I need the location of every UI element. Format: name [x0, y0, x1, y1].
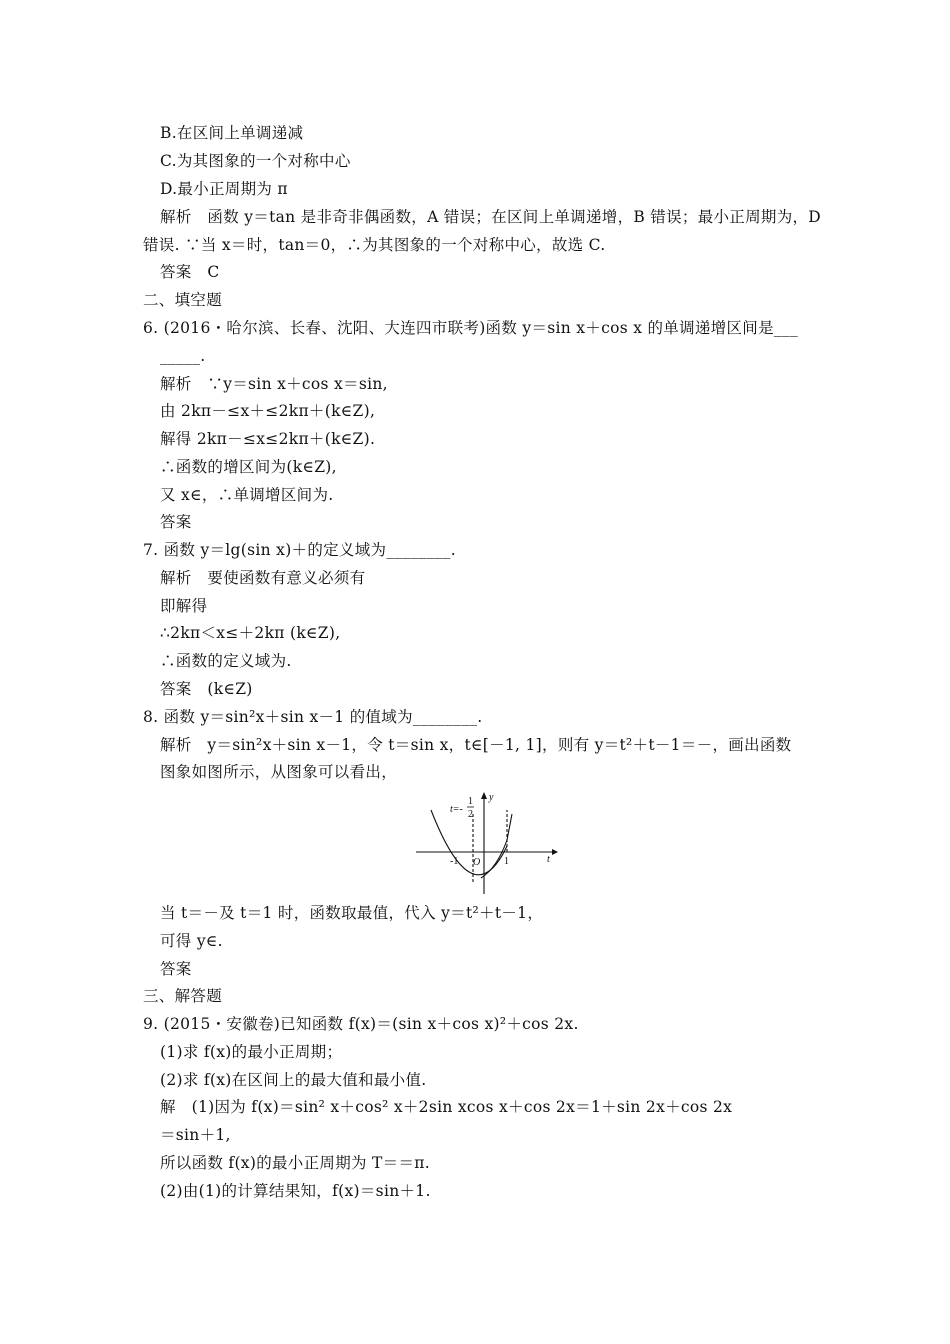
- parabola-graph: [414, 786, 560, 898]
- y-axis-arrow: [481, 792, 487, 799]
- option-c: C.为其图象的一个对称中心: [160, 152, 351, 170]
- axis-note-denominator: 2: [468, 809, 473, 820]
- answer-6: 答案: [160, 513, 192, 531]
- solution-5-line-2: 错误. ∵当 x＝时，tan＝0，∴为其图象的一个对称中心，故选 C.: [143, 236, 606, 254]
- solution-8-line-4: 可得 y∈.: [160, 932, 223, 950]
- question-9: 9. (2015・安徽卷)已知函数 f(x)＝(sin x＋cos x)²＋cos 2x.: [143, 1015, 579, 1033]
- section-fill-in: 二、填空题: [143, 291, 223, 309]
- option-d: D.最小正周期为 π: [160, 180, 288, 198]
- solution-6-line-3: 解得 2kπ－≤x≤2kπ＋(k∈Z).: [160, 430, 376, 448]
- solution-7-line-3: ∴2kπ＜x≤＋2kπ (k∈Z),: [160, 624, 341, 642]
- y-axis-label: y: [489, 792, 494, 803]
- question-9-part-2: (2)求 f(x)在区间上的最大值和最小值.: [160, 1071, 427, 1089]
- solution-8-line-3: 当 t＝－及 t＝1 时，函数取最值，代入 y＝t²＋t－1，: [160, 904, 544, 922]
- axis-note-label: t=-: [450, 804, 463, 815]
- option-b: B.在区间上单调递减: [160, 124, 304, 142]
- solution-8-line-2: 图象如图所示，从图象可以看出，: [160, 763, 398, 781]
- solution-9-line-1: 解 (1)因为 f(x)＝sin² x＋cos² x＋2sin xcos x＋cos 2x＝1＋sin 2x＋cos 2x: [160, 1098, 733, 1116]
- solution-6-line-4: ∴函数的增区间为(k∈Z),: [160, 458, 337, 476]
- solution-7-line-4: ∴函数的定义域为.: [160, 652, 292, 670]
- solution-6-line-5: 又 x∈，∴单调增区间为.: [160, 486, 334, 504]
- solution-7-line-2: 即解得: [160, 597, 208, 615]
- origin-label: O: [473, 857, 481, 868]
- tick-label-neg-1: -1: [450, 856, 459, 867]
- answer-5: 答案 C: [160, 263, 220, 281]
- solution-7-line-1: 解析 要使函数有意义必须有: [160, 569, 366, 587]
- t-axis-label: t: [547, 854, 550, 865]
- t-axis-arrow: [552, 849, 558, 855]
- question-8: 8. 函数 y＝sin²x＋sin x－1 的值域为________.: [143, 708, 483, 726]
- question-6-line-1: 6. (2016・哈尔滨、长春、沈阳、大连四市联考)函数 y＝sin x＋cos x 的单调递增区间是___: [143, 319, 799, 337]
- solution-9-line-3: 所以函数 f(x)的最小正周期为 T＝＝π.: [160, 1154, 430, 1172]
- solution-6-line-2: 由 2kπ－≤x＋≤2kπ＋(k∈Z),: [160, 402, 376, 420]
- question-7: 7. 函数 y＝lg(sin x)＋的定义域为________.: [143, 541, 456, 559]
- solution-9-line-2: ＝sin＋1,: [160, 1126, 231, 1144]
- answer-7: 答案 (k∈Z): [160, 680, 253, 698]
- solution-9-line-4: (2)由(1)的计算结果知，f(x)＝sin＋1.: [160, 1182, 431, 1200]
- section-problems: 三、解答题: [143, 987, 223, 1005]
- axis-note-numerator: 1: [468, 796, 473, 807]
- question-6-line-2: _____.: [160, 347, 206, 365]
- answer-8: 答案: [160, 960, 192, 978]
- tick-label-1: 1: [504, 856, 509, 867]
- solution-8-line-1: 解析 y＝sin²x＋sin x－1，令 t＝sin x，t∈[－1, 1]，则有 y＝t²＋t－1＝－，画出函数: [160, 736, 792, 754]
- solution-6-line-1: 解析 ∵y＝sin x＋cos x＝sin,: [160, 375, 388, 393]
- question-9-part-1: (1)求 f(x)的最小正周期；: [160, 1043, 343, 1061]
- solution-5-line-1: 解析 函数 y＝tan 是非奇非偶函数，A 错误；在区间上单调递增，B 错误；最小正周期为，D: [160, 208, 822, 226]
